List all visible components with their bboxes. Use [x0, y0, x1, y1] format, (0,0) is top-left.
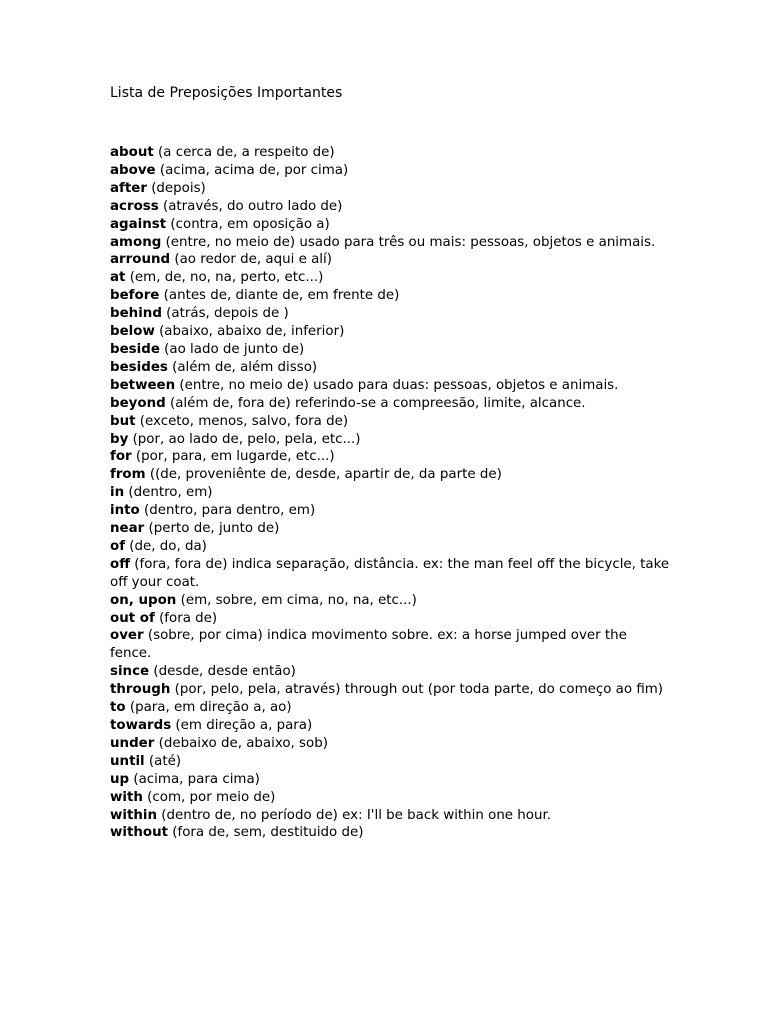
preposition-description: (exceto, menos, salvo, fora de) [135, 413, 349, 429]
preposition-description: (em, de, no, na, perto, etc...) [125, 270, 324, 286]
preposition-description: (contra, em oposição a) [166, 216, 330, 232]
preposition-description: (acima, acima de, por cima) [155, 162, 349, 178]
preposition-term: before [110, 288, 160, 304]
list-item [110, 431, 670, 449]
preposition-term: out of [110, 610, 155, 626]
preposition-term: for [110, 449, 132, 465]
preposition-description: (debaixo de, abaixo, sob) [154, 735, 328, 751]
preposition-description: (depois) [146, 180, 206, 196]
preposition-term: beyond [110, 395, 166, 411]
preposition-term: since [110, 664, 150, 680]
preposition-term: at [110, 270, 126, 286]
preposition-description: (dentro de, no período de) ex: I'll be back within one hour. [157, 807, 552, 823]
list-item [110, 807, 670, 825]
preposition-term: behind [110, 306, 162, 322]
list-item [110, 538, 670, 556]
list-item [110, 484, 670, 502]
list-item [110, 610, 670, 628]
preposition-term: up [110, 771, 130, 787]
list-item [110, 269, 670, 287]
list-item [110, 234, 670, 252]
preposition-description: (através, do outro lado de) [158, 198, 343, 214]
list-item [110, 287, 670, 305]
preposition-term: below [110, 324, 155, 340]
list-item [110, 162, 670, 180]
list-item [110, 592, 670, 610]
preposition-description: (ao redor de, aqui e alí) [170, 252, 332, 268]
list-item [110, 251, 670, 269]
preposition-description: (dentro, em) [124, 485, 213, 501]
list-item [110, 216, 670, 234]
list-item [110, 359, 670, 377]
preposition-description: (fora de) [154, 610, 218, 626]
preposition-term: from [110, 467, 146, 483]
preposition-description: (antes de, diante de, em frente de) [159, 288, 400, 304]
preposition-description: (em direção a, para) [171, 718, 313, 733]
preposition-description: (com, por meio de) [142, 789, 276, 805]
list-item [110, 377, 670, 395]
preposition-term: until [110, 753, 145, 769]
preposition-term: with [110, 789, 143, 805]
preposition-description: (fora de, sem, destituido de) [168, 825, 364, 841]
page-title: Lista de Preposições Importantes [110, 85, 343, 101]
preposition-description: (por, ao lado de, pelo, pela, etc...) [128, 431, 361, 447]
preposition-description: (de, do, da) [125, 538, 207, 554]
preposition-term: by [110, 431, 129, 447]
list-item [110, 663, 670, 681]
preposition-description: (desde, desde então) [149, 664, 296, 680]
preposition-term: above [110, 162, 156, 178]
list-item [110, 395, 670, 413]
preposition-term: over [110, 628, 144, 644]
list-item [110, 413, 670, 431]
list-item [110, 198, 670, 216]
preposition-term: about [110, 145, 154, 160]
preposition-term: of [110, 538, 126, 554]
list-item [110, 341, 670, 359]
list-item [110, 771, 670, 789]
list-item [110, 180, 670, 198]
preposition-term: on, upon [110, 592, 177, 608]
preposition-term: across [110, 198, 159, 214]
list-item [110, 448, 670, 466]
preposition-term: off [110, 556, 131, 572]
preposition-term: within [110, 807, 158, 823]
preposition-term: between [110, 377, 176, 393]
preposition-term: beside [110, 341, 160, 357]
preposition-description: (para, em direção a, ao) [125, 700, 292, 716]
list-item [110, 699, 670, 717]
preposition-description: (entre, no meio de) usado para duas: pessoas, objetos e animais. [175, 377, 619, 393]
preposition-description: (em, sobre, em cima, no, na, etc...) [176, 592, 417, 608]
list-item [110, 824, 670, 842]
preposition-description: (até) [144, 753, 182, 769]
preposition-term: arround [110, 252, 171, 268]
list-item [110, 520, 670, 538]
preposition-term: near [110, 521, 145, 537]
preposition-term: without [110, 825, 169, 841]
list-item [110, 323, 670, 341]
preposition-description: (ao lado de junto de) [159, 341, 305, 357]
preposition-term: against [110, 216, 167, 232]
preposition-description: (por, para, em lugarde, etc...) [131, 449, 335, 465]
preposition-term: among [110, 234, 162, 250]
preposition-term: under [110, 735, 155, 751]
list-item [110, 753, 670, 771]
list-item [110, 717, 670, 735]
list-item [110, 144, 670, 162]
preposition-term: towards [110, 718, 172, 733]
list-item [110, 681, 670, 699]
preposition-term: into [110, 503, 140, 519]
list-item [110, 466, 670, 484]
list-item [110, 556, 670, 592]
preposition-list [110, 144, 670, 842]
preposition-description: (perto de, junto de) [144, 521, 280, 537]
preposition-term: after [110, 180, 147, 196]
preposition-description: (fora, fora de) indica separação, distância. ex: the man feel off the bicycle, take off your coat. [110, 556, 670, 590]
preposition-description: (além de, além disso) [167, 359, 318, 375]
preposition-term: to [110, 700, 126, 716]
list-item [110, 502, 670, 520]
preposition-term: but [110, 413, 136, 429]
preposition-description: (por, pelo, pela, através) through out (por toda parte, do começo ao fim) [170, 682, 664, 698]
preposition-description: (a cerca de, a respeito de) [153, 145, 335, 160]
preposition-description: (sobre, por cima) indica movimento sobre. ex: a horse jumped over the fence. [110, 628, 627, 662]
preposition-term: besides [110, 359, 168, 375]
preposition-description: (dentro, para dentro, em) [139, 503, 316, 519]
preposition-description: ((de, proveniênte de, desde, apartir de, da parte de) [145, 467, 502, 483]
preposition-term: in [110, 485, 125, 501]
preposition-description: (entre, no meio de) usado para três ou mais: pessoas, objetos e animais. [161, 234, 656, 250]
list-item [110, 305, 670, 323]
preposition-description: (além de, fora de) referindo-se a compreesão, limite, alcance. [165, 395, 586, 411]
preposition-description: (atrás, depois de ) [161, 306, 289, 322]
list-item [110, 735, 670, 753]
preposition-description: (acima, para cima) [129, 771, 260, 787]
list-item [110, 627, 670, 663]
list-item [110, 789, 670, 807]
preposition-term: through [110, 682, 171, 698]
preposition-description: (abaixo, abaixo de, inferior) [154, 324, 345, 340]
